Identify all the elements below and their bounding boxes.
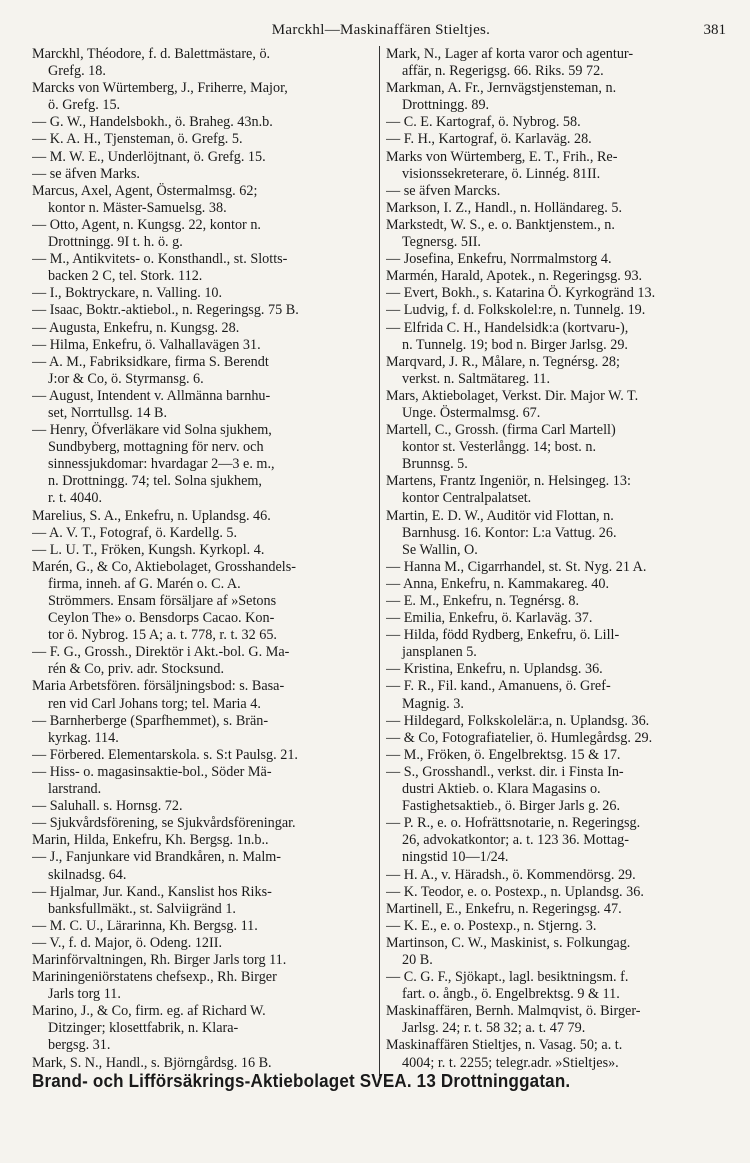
right-column [380,46,727,1076]
directory-line: — se äfven Marks. [32,165,140,182]
directory-line: — Augusta, Enkefru, n. Kungsg. 28. [32,319,240,336]
directory-line: — Hjalmar, Jur. Kand., Kanslist hos Riks- [32,883,272,900]
directory-line: Markson, I. Z., Handl., n. Holländareg. 5. [386,199,623,216]
directory-line: — Elfrida C. H., Handelsidk:a (kortvaru-), [386,319,629,336]
directory-line: kyrkag. 114. [48,729,119,746]
directory-line: Marin, Hilda, Enkefru, Kh. Bergsg. 1n.b.. [32,832,269,849]
directory-line: sinnessjukdomar: hvardagar 2—3 e. m., [48,456,275,473]
directory-line: Strömmers. Ensam försäljare af »Setons [48,593,277,609]
directory-line: Grefg. 18. [48,63,106,80]
directory-line: Drottningg. 9I t. h. ö. g. [48,234,183,251]
directory-line: bergsg. 31. [48,1037,111,1054]
directory-line: Unge. Östermalmsg. 67. [402,404,541,421]
directory-line: Maria Arbetsfören. försäljningsbod: s. Basa- [32,678,285,695]
directory-line: — Josefina, Enkefru, Norrmalmstorg 4. [386,251,612,268]
directory-line: Jarls torg 11. [48,986,121,1003]
directory-line: verkst. n. Saltmätareg. 11. [402,370,551,387]
directory-line: backen 2 C, tel. Stork. 112. [48,268,203,285]
directory-line: Maskinaffären Stieltjes, n. Vasag. 50; a. t. [386,1037,623,1054]
running-title: Marckhl—Maskinaffären Stieltjes. [271,22,491,38]
directory-line: set, Norrtullsg. 14 B. [48,404,168,421]
directory-line: Martinell, E., Enkefru, n. Regeringsg. 47. [386,900,622,917]
directory-line: Markman, A. Fr., Jernvägstjensteman, n. [386,80,617,97]
directory-line: J:or & Co, ö. Styrmansg. 6. [48,370,204,387]
directory-line: ren vid Carl Johans torg; tel. Maria 4. [48,695,261,712]
directory-line: n. Drottningg. 74; tel. Solna sjukhem, [48,473,262,490]
directory-line: Magnig. 3. [402,695,464,712]
directory-line: affär, n. Regerigsg. 66. Riks. 59 72. [402,63,604,80]
directory-line: larstrand. [48,781,102,798]
directory-line: — A. V. T., Fotograf, ö. Kardellg. 5. [32,524,238,541]
directory-line: Fastighetsaktieb., ö. Birger Jarls g. 26. [402,798,621,815]
directory-line: Marinförvaltningen, Rh. Birger Jarls torg 11. [32,951,287,968]
directory-line: Mariningeniörstatens chefsexp., Rh. Birger [32,969,277,986]
directory-line: — Hiss- o. magasinsaktie-bol., Söder Mä- [32,763,272,780]
directory-line: 4004; r. t. 2255; telegr.adr. »Stieltjes». [402,1054,619,1071]
directory-line: Drottningg. 89. [402,97,490,114]
directory-line: Marelius, S. A., Enkefru, n. Uplandsg. 46. [32,507,271,524]
directory-line: Marino, J., & Co, firm. eg. af Richard W. [32,1003,266,1020]
directory-line: — Emilia, Enkefru, ö. Karlaväg. 37. [386,610,593,627]
directory-line: — Saluhall. s. Hornsg. 72. [32,798,183,815]
directory-line: — Förbered. Elementarskola. s. S:t Paulsg. 21. [32,746,298,763]
directory-line: — H. A., v. Häradsh., ö. Kommendörsg. 29. [386,866,636,883]
directory-line: kontor Centralpalatset. [402,490,532,507]
directory-line: Ditzinger; klosettfabrik, n. Klara- [48,1020,239,1037]
directory-line: — Evert, Bokh., s. Katarina Ö. Kyrkogränd 13. [386,285,656,302]
directory-line: 26, advokatkontor; a. t. 123 36. Mottag- [402,832,629,849]
directory-line: r. t. 4040. [48,490,102,507]
directory-line: — L. U. T., Fröken, Kungsh. Kyrkopl. 4. [32,541,265,558]
directory-line: — Kristina, Enkefru, n. Uplandsg. 36. [386,661,603,678]
directory-line: ningstid 10—1/24. [402,849,509,866]
directory-line: Marcus, Axel, Agent, Östermalmsg. 62; [32,182,258,199]
directory-line: — Sjukvårdsförening, se Sjukvårdsföreningar. [32,815,296,832]
directory-line: fart. o. ångb., ö. Engelbrektsg. 9 & 11. [402,986,620,1003]
directory-line: — K. Teodor, e. o. Postexp., n. Uplandsg. 36. [386,883,644,900]
directory-line: Marén, G., & Co, Aktiebolaget, Grosshandels- [32,558,296,575]
directory-line: n. Tunnelg. 19; bod n. Birger Jarlsg. 29. [402,336,628,353]
directory-line: — August, Intendent v. Allmänna barnhu- [32,387,271,404]
directory-line: — K. E., e. o. Postexp., n. Stjerng. 3. [386,917,597,934]
directory-line: Mars, Aktiebolaget, Verkst. Dir. Major W. T. [386,387,639,404]
directory-line: Martell, C., Grossh. (firma Carl Martell) [386,422,616,439]
directory-line: — F. H., Kartograf, ö. Karlaväg. 28. [386,131,592,148]
directory-line: — F. R., Fil. kand., Amanuens, ö. Gref- [386,678,611,695]
directory-line: dustri Aktieb. o. Klara Magasins o. [402,781,601,798]
directory-line: Brunnsg. 5. [402,456,468,473]
directory-line: — M., Fröken, ö. Engelbrektsg. 15 & 17. [386,746,621,763]
directory-line: — & Co, Fotografiatelier, ö. Humlegårdsg. 29. [386,729,653,746]
directory-line: Martinson, C. W., Maskinist, s. Folkungag. [386,934,631,951]
directory-line: Marks von Würtemberg, E. T., Frih., Re- [386,148,618,165]
page-header [32,18,730,46]
directory-line: visionssekreterare, ö. Linnég. 81II. [402,165,601,182]
directory-line: — Hanna M., Cigarrhandel, st. St. Nyg. 21 A. [386,558,647,575]
directory-line: Ceylon The» o. Bensdorps Cacao. Kon- [48,610,275,627]
directory-line: kontor n. Mäster-Samuelsg. 38. [48,199,227,216]
directory-line: — Hilma, Enkefru, ö. Valhallavägen 31. [32,336,261,353]
directory-line: — K. A. H., Tjensteman, ö. Grefg. 5. [32,131,243,148]
directory-line: Marqvard, J. R., Målare, n. Tegnérsg. 28; [386,353,620,370]
directory-line: Marmén, Harald, Apotek., n. Regeringsg. 93. [386,268,643,285]
directory-line: Barnhusg. 16. Kontor: L:a Vattug. 26. [402,524,617,541]
directory-line: — E. M., Enkefru, n. Tegnérsg. 8. [386,593,579,609]
directory-line: Marckhl, Théodore, f. d. Balettmästare, ö. [32,46,271,62]
directory-line: — J., Fanjunkare vid Brandkåren, n. Malm- [32,849,282,866]
directory-line: — S., Grosshandl., verkst. dir. i Finsta In- [386,763,624,780]
directory-line: — Ludvig, f. d. Folkskolel:re, n. Tunnelg. 19. [386,302,646,319]
directory-line: — M. W. E., Underlöjtnant, ö. Grefg. 15. [32,148,266,165]
directory-line: — Hildegard, Folkskolelär:a, n. Uplandsg. 36. [386,712,650,729]
directory-line: Marcks von Würtemberg, J., Friherre, Major, [32,80,288,97]
directory-line: — I., Boktryckare, n. Valling. 10. [32,285,223,302]
directory-line: Se Wallin, O. [402,541,478,558]
directory-line: — Barnherberge (Sparfhemmet), s. Brän- [32,712,269,729]
directory-line: Mark, S. N., Handl., s. Björngårdsg. 16 B. [32,1054,272,1071]
directory-line: — Otto, Agent, n. Kungsg. 22, kontor n. [32,216,261,233]
directory-line: Jarlsg. 24; r. t. 58 32; a. t. 47 79. [402,1020,586,1037]
directory-line: — A. M., Fabriksidkare, firma S. Berendt [32,353,269,370]
directory-line: Tegnersg. 5II. [402,234,481,251]
directory-line: — C. E. Kartograf, ö. Nybrog. 58. [386,114,581,131]
directory-line: tor ö. Nybrog. 15 A; a. t. 778, r. t. 32 65. [48,627,277,644]
directory-line: firma, inneh. af G. Marén o. C. A. [48,575,241,592]
directory-line: — G. W., Handelsbokh., ö. Braheg. 43n.b. [32,114,273,131]
directory-line: — C. G. F., Sjökapt., lagl. besiktningsm. f. [386,969,629,986]
directory-line: Martin, E. D. W., Auditör vid Flottan, n. [386,507,614,524]
directory-line: — Anna, Enkefru, n. Kammakareg. 40. [386,575,609,592]
directory-line: banksfullmäkt., st. Salviigränd 1. [48,900,236,917]
directory-page [32,18,730,1076]
directory-line: — Isaac, Boktr.-aktiebol., n. Regeringsg. 75 B. [32,302,299,319]
directory-line: kontor st. Vesterlångg. 14; bost. n. [402,439,597,456]
directory-line: — F. G., Grossh., Direktör i Akt.-bol. G. Ma- [32,644,290,661]
directory-line: skilnadsg. 64. [48,866,127,883]
directory-line: Mark, N., Lager af korta varor och agentur- [386,46,634,62]
directory-line: 20 B. [402,951,433,968]
page-number: 381 [703,22,726,38]
directory-line: Martens, Frantz Ingeniör, n. Helsingeg. 13: [386,473,631,490]
directory-line: — V., f. d. Major, ö. Odeng. 12II. [32,934,223,951]
directory-line: jansplanen 5. [402,644,477,661]
directory-line: — se äfven Marcks. [386,182,501,199]
directory-line: — Henry, Öfverläkare vid Solna sjukhem, [32,422,272,439]
directory-line: — Hilda, född Rydberg, Enkefru, ö. Lill- [386,627,620,644]
directory-line: Markstedt, W. S., e. o. Banktjenstem., n. [386,216,615,233]
columns [32,46,730,1076]
left-column [32,46,380,1076]
directory-line: — M. C. U., Lärarinna, Kh. Bergsg. 11. [32,917,258,934]
footer-advert: Brand- och Lifförsäkrings-Aktiebolaget SVEA. 13 Drottninggatan. [32,1070,571,1091]
directory-line: — P. R., e. o. Hofrättsnotarie, n. Regeringsg. [386,815,641,832]
directory-line: rén & Co, priv. adr. Stocksund. [48,661,225,678]
directory-line: Sundbyberg, mottagning för nerv. och [48,439,264,456]
directory-line: — M., Antikvitets- o. Konsthandl., st. Slotts- [32,251,288,268]
directory-line: Maskinaffären, Bernh. Malmqvist, ö. Birger- [386,1003,641,1020]
directory-line: ö. Grefg. 15. [48,97,121,114]
